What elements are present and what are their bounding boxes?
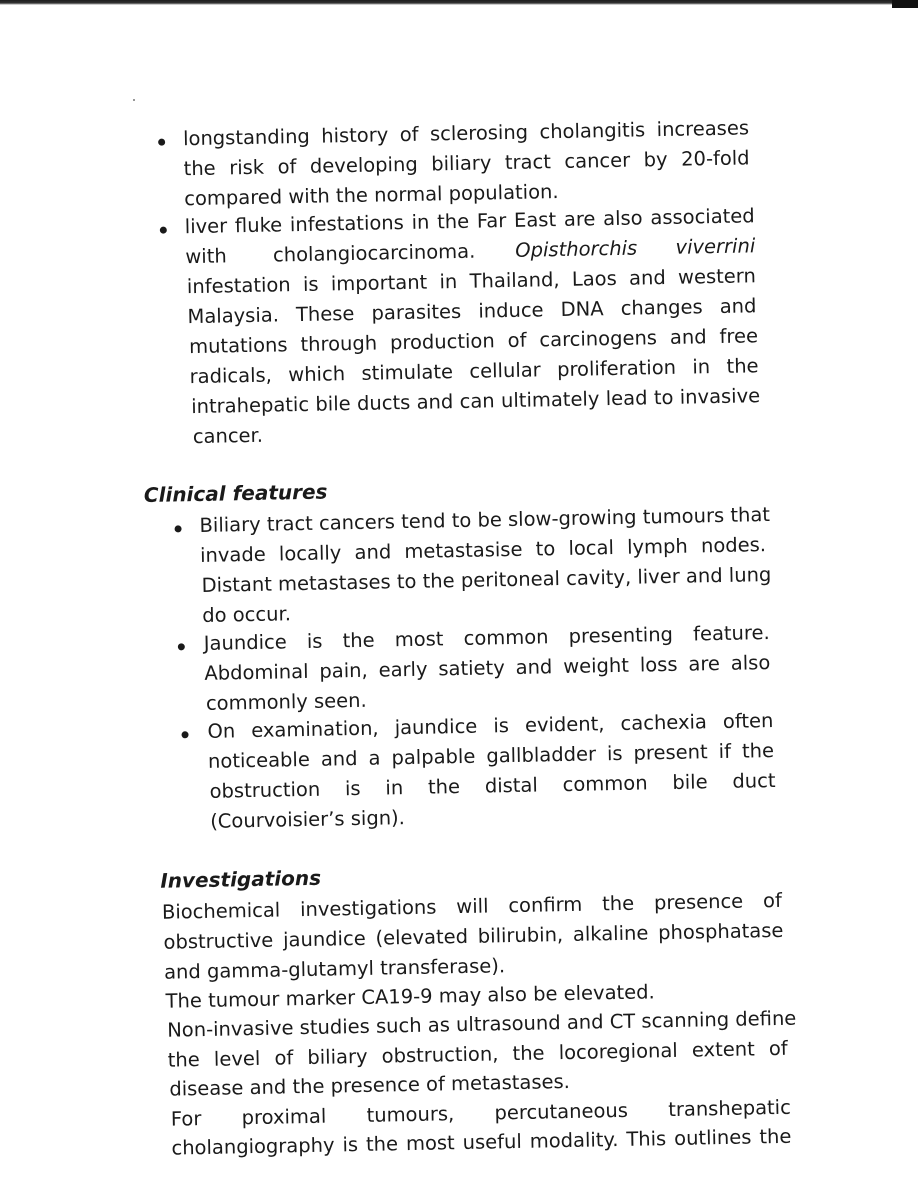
- text-line: Biochemical investigations will confirm the presence of: [161, 888, 783, 924]
- text-line: longstanding history of sclerosing cholangitis increases: [182, 116, 750, 151]
- text-line: with cholangiocarcinoma.: [185, 239, 476, 269]
- section-heading-clinical-features: Clinical features: [143, 479, 328, 508]
- text-line: the risk of developing biliary tract cancer by 20-fold: [183, 146, 750, 181]
- text-line: radicals, which stimulate cellular proliferation in the: [189, 354, 759, 389]
- text-line: cancer.: [192, 423, 264, 449]
- text-line: obstruction is in the distal common bile duct: [209, 768, 776, 803]
- bullet-dot: [158, 139, 165, 146]
- text-line: Non-invasive studies such as ultrasound and CT scanning define: [166, 1006, 797, 1042]
- section-heading-investigations: Investigations: [160, 865, 322, 893]
- text-line: commonly seen.: [205, 688, 367, 715]
- text-line: mutations through production of carcinogens and free: [188, 324, 759, 359]
- species-name: Opisthorchis viverrini: [515, 234, 756, 262]
- bullet-dot: [178, 643, 185, 650]
- bullet-dot: [181, 731, 188, 738]
- text-line-italic-species: [515, 234, 755, 263]
- text-line: Malaysia. These parasites induce DNA changes and: [187, 294, 757, 329]
- text-line: On examination, jaundice is evident, cachexia often: [207, 709, 774, 743]
- text-line: invade locally and metastasise to local lymph nodes.: [199, 533, 767, 567]
- text-line: Jaundice is the most common presenting feature.: [203, 621, 770, 655]
- text-line: The tumour marker CA19-9 may also be elevated.: [165, 980, 655, 1013]
- text-line: intrahepatic bile ducts and can ultimately lead to invasive: [191, 384, 761, 419]
- text-line: Distant metastases to the peritoneal cavity, liver and lung: [201, 563, 772, 597]
- text-line: (Courvoisier’s sign).: [209, 806, 406, 833]
- text-line: disease and the presence of metastases.: [169, 1069, 571, 1101]
- text-line: infestation is important in Thailand, Laos and western: [186, 264, 757, 299]
- text-line: and gamma-glutamyl transferase).: [163, 954, 506, 984]
- bullet-dot: [175, 525, 182, 532]
- text-line: liver fluke infestations in the Far East are also associated: [184, 204, 755, 239]
- text-line: obstructive jaundice (elevated bilirubin, alkaline phosphatase: [163, 918, 784, 954]
- text-line: Biliary tract cancers tend to be slow-growing tumours that: [199, 503, 771, 537]
- text-line: For proximal tumours, percutaneous transhepatic: [170, 1095, 792, 1131]
- text-line: Abdominal pain, early satiety and weight loss are also: [204, 651, 771, 685]
- text-line: do occur.: [202, 602, 292, 627]
- text-line: cholangiography is the most useful modality. This outlines the: [171, 1124, 792, 1160]
- text-line: noticeable and a palpable gallbladder is present if the: [207, 739, 775, 773]
- text-line: compared with the normal population.: [184, 180, 559, 211]
- bullet-dot: [160, 227, 167, 234]
- text-line: the level of biliary obstruction, the locoregional extent of: [167, 1036, 788, 1072]
